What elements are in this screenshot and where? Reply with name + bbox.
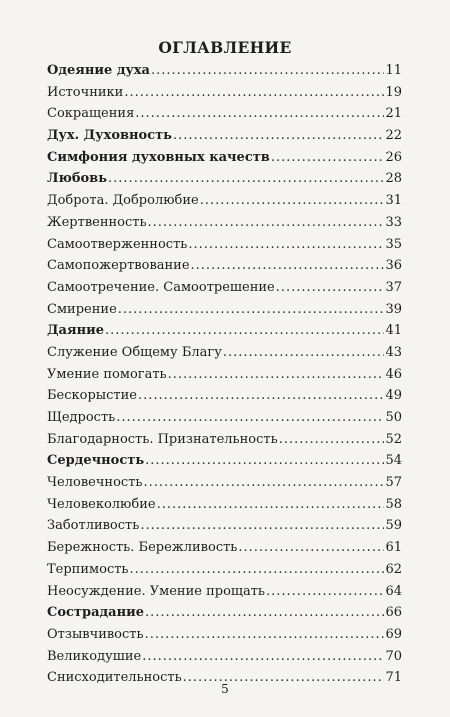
- toc-entry: [47, 125, 402, 147]
- toc-entry: [47, 429, 402, 451]
- dot-leader: [118, 299, 385, 321]
- toc-entry: [47, 255, 402, 277]
- toc-entry-title: Заботливость: [47, 518, 140, 534]
- toc-entry: [47, 168, 402, 190]
- toc-entry-title: Бережность. Бережливость: [47, 540, 238, 556]
- dot-leader: [266, 581, 384, 603]
- toc-entry: [47, 277, 402, 299]
- toc-entry-title: Человечность: [47, 475, 143, 491]
- toc-entry-page-number: 26: [385, 149, 402, 165]
- toc-entry-title: Сокращения: [47, 106, 135, 122]
- toc-entry: [47, 190, 402, 212]
- toc-entry: [47, 602, 402, 624]
- dot-leader: [108, 168, 384, 190]
- dot-leader: [145, 624, 385, 646]
- toc-entry-title: Служение Общему Благу: [47, 344, 222, 360]
- toc-entry-page-number: 49: [385, 388, 402, 404]
- toc-entry-title: Умение помогать: [47, 366, 167, 382]
- toc-entry-title: Самоотречение. Самоотрешение: [47, 279, 275, 295]
- dot-leader: [135, 103, 384, 125]
- toc-entry-page-number: 70: [385, 648, 402, 664]
- toc-entry: [47, 320, 402, 342]
- toc-entry-title: Источники: [47, 84, 124, 100]
- toc-entry-title: Великодушие: [47, 648, 142, 664]
- dot-leader: [130, 559, 385, 581]
- toc-entry-page-number: 31: [385, 193, 402, 209]
- toc-entry: [47, 450, 402, 472]
- toc-entry-page-number: 33: [385, 214, 402, 230]
- dot-leader: [223, 342, 385, 364]
- dot-leader: [271, 147, 385, 169]
- toc-entry: [47, 537, 402, 559]
- toc-entry-title: Жертвенность: [47, 214, 147, 230]
- toc-entry-page-number: 61: [385, 540, 402, 556]
- dot-leader: [124, 82, 384, 104]
- dot-leader: [148, 212, 385, 234]
- dot-leader: [116, 407, 384, 429]
- toc-entry: [47, 103, 402, 125]
- toc-entry: [47, 581, 402, 603]
- toc-entry-title: Любовь: [47, 171, 108, 187]
- toc-entry-title: Доброта. Добролюбие: [47, 193, 199, 209]
- toc-entry-title: Самоотверженность: [47, 236, 188, 252]
- dot-leader: [151, 60, 384, 82]
- toc-entry-title: Терпимость: [47, 561, 129, 577]
- toc-entry: [47, 234, 402, 256]
- toc-entry: [47, 364, 402, 386]
- toc-entry-page-number: 35: [385, 236, 402, 252]
- toc-entry: [47, 494, 402, 516]
- toc-entry-page-number: 57: [385, 475, 402, 491]
- toc-entry-title: Благодарность. Признательность: [47, 431, 278, 447]
- dot-leader: [157, 494, 385, 516]
- dot-leader: [200, 190, 385, 212]
- toc-entry: [47, 342, 402, 364]
- toc-entry-page-number: 69: [385, 626, 402, 642]
- toc-entry-page-number: 41: [385, 323, 402, 339]
- toc-entry-title: Смирение: [47, 301, 117, 317]
- toc-entry-page-number: 22: [385, 128, 402, 144]
- toc-entry: [47, 646, 402, 668]
- dot-leader: [238, 537, 384, 559]
- dot-leader: [105, 320, 384, 342]
- toc-entry-page-number: 59: [385, 518, 402, 534]
- toc-entry: [47, 407, 402, 429]
- dot-leader: [138, 385, 384, 407]
- toc-entry-page-number: 71: [385, 670, 402, 686]
- dot-leader: [142, 646, 384, 668]
- toc-entry: [47, 385, 402, 407]
- toc-entry: [47, 515, 402, 537]
- page-title: ОГЛАВЛЕНИЕ: [158, 38, 292, 57]
- toc-entry-page-number: 28: [385, 171, 402, 187]
- toc-entry-title: Снисходительность: [47, 670, 182, 686]
- toc-entry-page-number: 19: [385, 84, 402, 100]
- toc-entry-page-number: 21: [385, 106, 402, 122]
- toc-entry-title: Отзывчивость: [47, 626, 144, 642]
- dot-leader: [173, 125, 384, 147]
- toc-entry-title: Бескорыстие: [47, 388, 137, 404]
- toc-entry-page-number: 43: [385, 344, 402, 360]
- dot-leader: [276, 277, 385, 299]
- toc-entry-title: Человеколюбие: [47, 496, 156, 512]
- toc-entry-page-number: 58: [385, 496, 402, 512]
- toc-entry-title: Даяние: [47, 323, 105, 339]
- toc-entry-title: Сердечность: [47, 453, 145, 469]
- toc-entry-title: Одеяние духа: [47, 63, 150, 78]
- toc-entry-page-number: 50: [385, 410, 402, 425]
- dot-leader: [145, 450, 384, 472]
- dot-leader: [143, 472, 384, 494]
- table-of-contents: [47, 60, 402, 689]
- toc-entry-title: Симфония духовных качеств: [47, 149, 270, 165]
- toc-entry-page-number: 37: [385, 279, 402, 295]
- dot-leader: [168, 364, 385, 386]
- toc-entry: [47, 559, 402, 581]
- toc-entry-page-number: 39: [385, 301, 402, 317]
- toc-entry: [47, 472, 402, 494]
- toc-entry: [47, 212, 402, 234]
- toc-entry-page-number: 36: [385, 258, 402, 274]
- toc-entry-page-number: 66: [385, 605, 402, 621]
- toc-entry-title: Сострадание: [47, 605, 145, 621]
- page-number: 5: [221, 682, 229, 696]
- toc-entry-title: Дух. Духовность: [47, 128, 172, 144]
- toc-entry: [47, 60, 402, 82]
- dot-leader: [279, 429, 385, 451]
- dot-leader: [140, 515, 384, 537]
- toc-entry-title: Самопожертвование: [47, 258, 190, 274]
- dot-leader: [145, 602, 384, 624]
- toc-entry-page-number: 11: [385, 63, 402, 78]
- toc-entry-page-number: 54: [385, 453, 402, 469]
- dot-leader: [188, 234, 384, 256]
- toc-entry: [47, 147, 402, 169]
- toc-entry-title: Щедрость: [47, 410, 116, 425]
- toc-entry: [47, 82, 402, 104]
- toc-entry-page-number: 64: [385, 583, 402, 599]
- toc-entry-page-number: 46: [385, 366, 402, 382]
- toc-entry-page-number: 52: [385, 431, 402, 447]
- toc-entry: [47, 299, 402, 321]
- toc-entry-page-number: 62: [385, 561, 402, 577]
- toc-entry: [47, 624, 402, 646]
- dot-leader: [191, 255, 385, 277]
- toc-entry-title: Неосуждение. Умение прощать: [47, 583, 266, 599]
